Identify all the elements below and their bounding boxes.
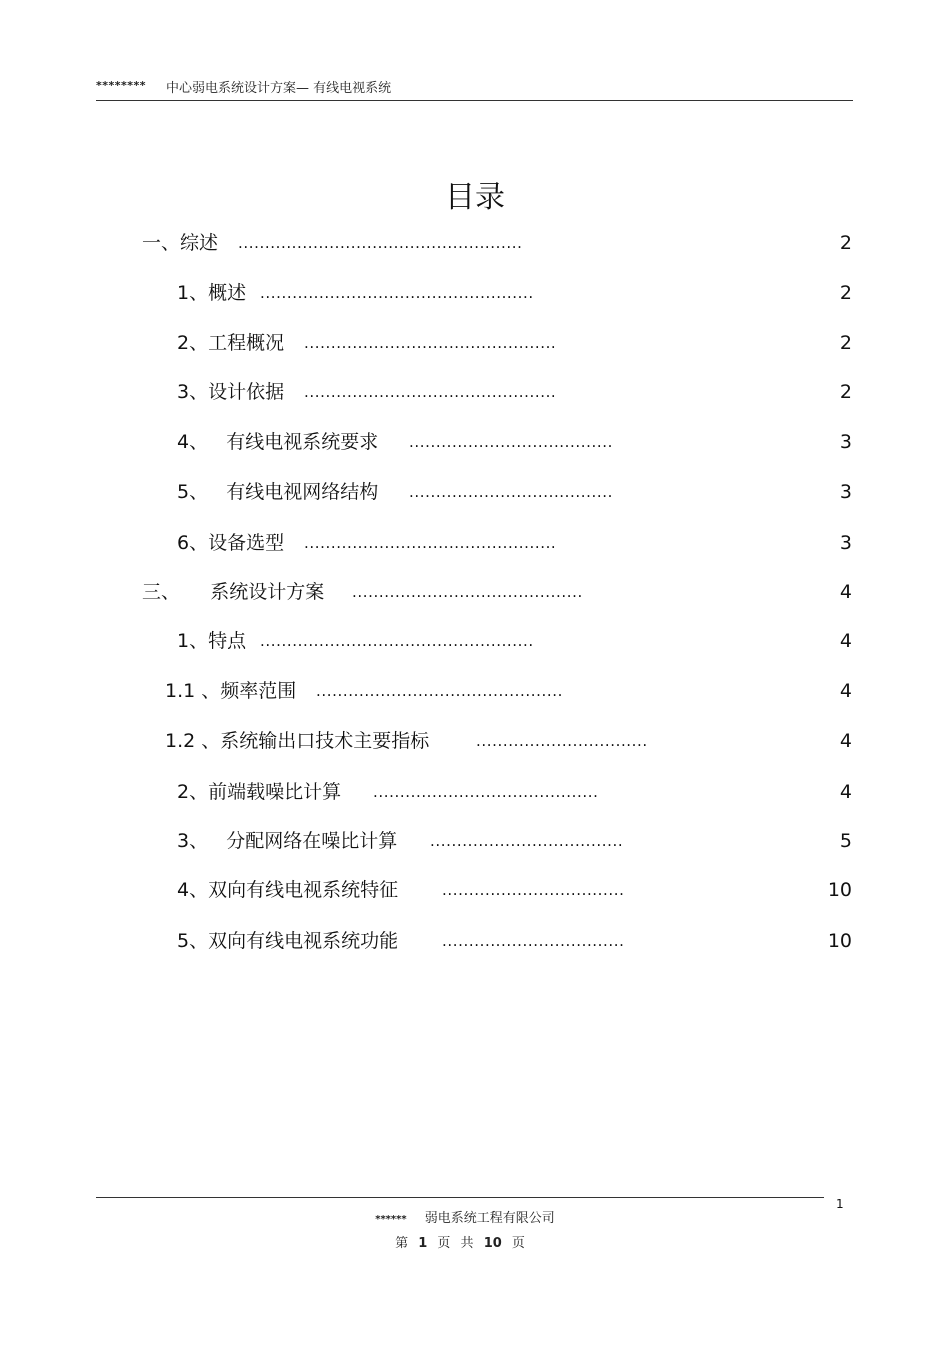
page-total: 10 bbox=[483, 1236, 502, 1251]
toc-entry[interactable] bbox=[0, 377, 950, 407]
toc-entry-page: 10 bbox=[827, 879, 852, 901]
footer-stars: ****** bbox=[375, 1214, 407, 1225]
toc-entry-page: 2 bbox=[839, 232, 852, 254]
toc-entry-label: 4、 有线电视系统要求 bbox=[177, 431, 379, 453]
toc-entry-label: 2、前端载噪比计算 bbox=[177, 781, 342, 803]
toc-entry-label: 1.2 、系统输出口技术主要指标 bbox=[165, 730, 430, 752]
toc-entry-page: 4 bbox=[839, 730, 852, 752]
toc-entry-page: 2 bbox=[839, 282, 852, 304]
toc-entry-page: 3 bbox=[839, 481, 852, 503]
toc-entry-leader: ........................................... bbox=[352, 583, 583, 601]
toc-entry[interactable] bbox=[0, 528, 950, 558]
toc-entry-page: 5 bbox=[839, 830, 852, 852]
toc-entry[interactable] bbox=[0, 427, 950, 457]
toc-entry-page: 3 bbox=[839, 431, 852, 453]
toc-entry-page: 2 bbox=[839, 332, 852, 354]
toc-entry-leader: .......................................... bbox=[373, 783, 599, 801]
toc-entry[interactable] bbox=[0, 228, 950, 258]
page-prefix: 第 bbox=[395, 1236, 409, 1251]
toc-entry[interactable] bbox=[0, 826, 950, 856]
toc-entry-page: 2 bbox=[839, 381, 852, 403]
toc-entry-page: 4 bbox=[839, 680, 852, 702]
toc-entry-label: 1、概述 bbox=[177, 282, 247, 304]
toc-entry[interactable] bbox=[0, 777, 950, 807]
footer-page-info bbox=[0, 1232, 920, 1251]
toc-entry-label: 6、设备选型 bbox=[177, 532, 285, 554]
footer-divider bbox=[96, 1197, 824, 1198]
toc-entry-leader: ................................................... bbox=[260, 284, 534, 302]
toc-entry-label: 2、工程概况 bbox=[177, 332, 285, 354]
page-header bbox=[96, 76, 853, 101]
toc-entry-page: 4 bbox=[839, 781, 852, 803]
toc-entry-leader: .................................... bbox=[430, 832, 624, 850]
header-title: 中心弱电系统设计方案— 有线电视系统 bbox=[166, 81, 392, 96]
toc-entry-label: 3、设计依据 bbox=[177, 381, 285, 403]
toc-entry-leader: .................................. bbox=[442, 881, 625, 899]
toc-entry-label: 一、综述 bbox=[142, 232, 219, 254]
toc-entry-leader: .............................................. bbox=[316, 682, 563, 700]
toc-entry[interactable] bbox=[0, 626, 950, 656]
toc-entry-leader: .................................. bbox=[442, 932, 625, 950]
footer-company bbox=[0, 1207, 930, 1226]
toc-entry[interactable] bbox=[0, 477, 950, 507]
toc-entry[interactable] bbox=[0, 278, 950, 308]
toc-entry-label: 1、特点 bbox=[177, 630, 247, 652]
toc-entry-label: 1.1 、频率范围 bbox=[165, 680, 297, 702]
toc-entry-label: 4、双向有线电视系统特征 bbox=[177, 879, 399, 901]
header-stars: ******** bbox=[96, 79, 147, 92]
toc-entry-leader: ............................................... bbox=[304, 383, 557, 401]
toc-entry[interactable] bbox=[0, 577, 950, 607]
toc-entry-page: 4 bbox=[839, 630, 852, 652]
toc-entry[interactable] bbox=[0, 875, 950, 905]
page-middle: 页 共 bbox=[437, 1236, 474, 1251]
toc-entry-label: 三、 系统设计方案 bbox=[142, 581, 325, 603]
toc-title: 目录 bbox=[445, 180, 505, 215]
page-suffix: 页 bbox=[511, 1236, 525, 1251]
toc-entry-leader: ...................................... bbox=[409, 433, 613, 451]
toc-entry-leader: ...................................... bbox=[409, 483, 613, 501]
toc-entry-leader: ............................................... bbox=[304, 334, 557, 352]
toc-entry-label: 3、 分配网络在噪比计算 bbox=[177, 830, 398, 852]
toc-entry-label: 5、 有线电视网络结构 bbox=[177, 481, 379, 503]
toc-entry-page: 4 bbox=[839, 581, 852, 603]
toc-entry-leader: ................................ bbox=[476, 732, 648, 750]
corner-page-number: 1 bbox=[836, 1197, 844, 1211]
toc-entry-leader: ............................................... bbox=[304, 534, 557, 552]
toc-entry-leader: ................................................... bbox=[260, 632, 534, 650]
toc-entry[interactable] bbox=[0, 726, 950, 756]
page-current: 1 bbox=[418, 1236, 428, 1251]
toc-entry-label: 5、双向有线电视系统功能 bbox=[177, 930, 399, 952]
toc-entry[interactable] bbox=[0, 328, 950, 358]
toc-entry-leader: ..................................................... bbox=[238, 234, 523, 252]
toc-entry[interactable] bbox=[0, 926, 950, 956]
toc-entry[interactable] bbox=[0, 676, 950, 706]
footer-company-name: 弱电系统工程有限公司 bbox=[424, 1211, 555, 1226]
toc-entry-page: 3 bbox=[839, 532, 852, 554]
toc-entry-page: 10 bbox=[827, 930, 852, 952]
